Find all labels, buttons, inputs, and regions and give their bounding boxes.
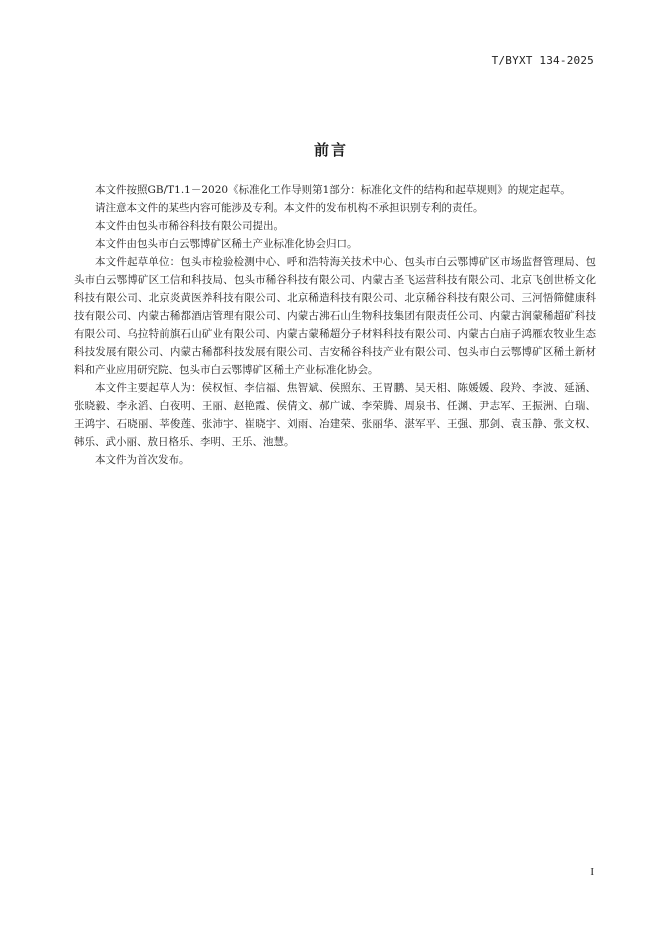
paragraph-drafters: 本文件主要起草人为：侯权恒、李信福、焦智斌、侯照东、王胃鹏、吴天相、陈媛媛、段羚、李波、延涵、张晓毅、李永滔、白夜明、王丽、赵艳霞、侯倩文、郝广诚、李荣腾、周泉书、任渊、尹志军、王振洲、白瑞、王鸿宇、石晓丽、莘俊莲、张沛宇、崔晓宇、刘雨、冶建荣、张丽华、湛军平、王强、那剑、袁玉静、张文权、韩乐、武小丽、敖日格乐、李明、王乐、池慧。 (74, 382, 596, 448)
paragraph-patent-notice: 请注意本文件的某些内容可能涉及专利。本文件的发布机构不承担识别专利的责任。 (95, 202, 484, 214)
paragraph-drafting-rules: 本文件按照GB/T1.1－2020《标准化工作导则第1部分：标准化文件的结构和起草规则》的规定起草。 (95, 184, 571, 196)
paragraph-first-release: 本文件为首次发布。 (95, 454, 190, 466)
paragraph-drafting-units: 本文件起草单位：包头市检验检测中心、呼和浩特海关技术中心、包头市白云鄂博矿区市场监督管理局、包头市白云鄂博矿区工信和科技局、包头市稀谷科技有限公司、内蒙古圣飞运营科技有限公司、北京飞创世桥文化科技有限公司、北京炎黄医养科技有限公司、北京稀造科技有限公司、北京稀谷科技有限公司、三河悟筛健康科技有限公司、内蒙古稀都酒店管理有限公司、内蒙古沸石山生物科技集团有限责任公司、内蒙古润蒙稀超矿科技有限公司、乌拉特前旗石山矿业有限公司、内蒙古蒙稀超分子材料科技有限公司、内蒙古白庙子鸿雁农牧业生态科技发展有限公司、内蒙古稀都科技发展有限公司、吉安稀谷科技产业有限公司、包头市白云鄂博矿区稀土新材料和产业应用研究院、包头市白云鄂博矿区稀土产业标准化协会。 (74, 256, 596, 376)
page-title: 前言 (313, 141, 348, 159)
standard-code: T/BYXT 134-2025 (491, 54, 594, 67)
page-number: I (590, 866, 594, 878)
foreword-body (74, 181, 596, 469)
paragraph-centralized-unit: 本文件由包头市白云鄂博矿区稀土产业标准化协会归口。 (95, 238, 358, 250)
paragraph-proposer: 本文件由包头市稀谷科技有限公司提出。 (95, 220, 284, 232)
